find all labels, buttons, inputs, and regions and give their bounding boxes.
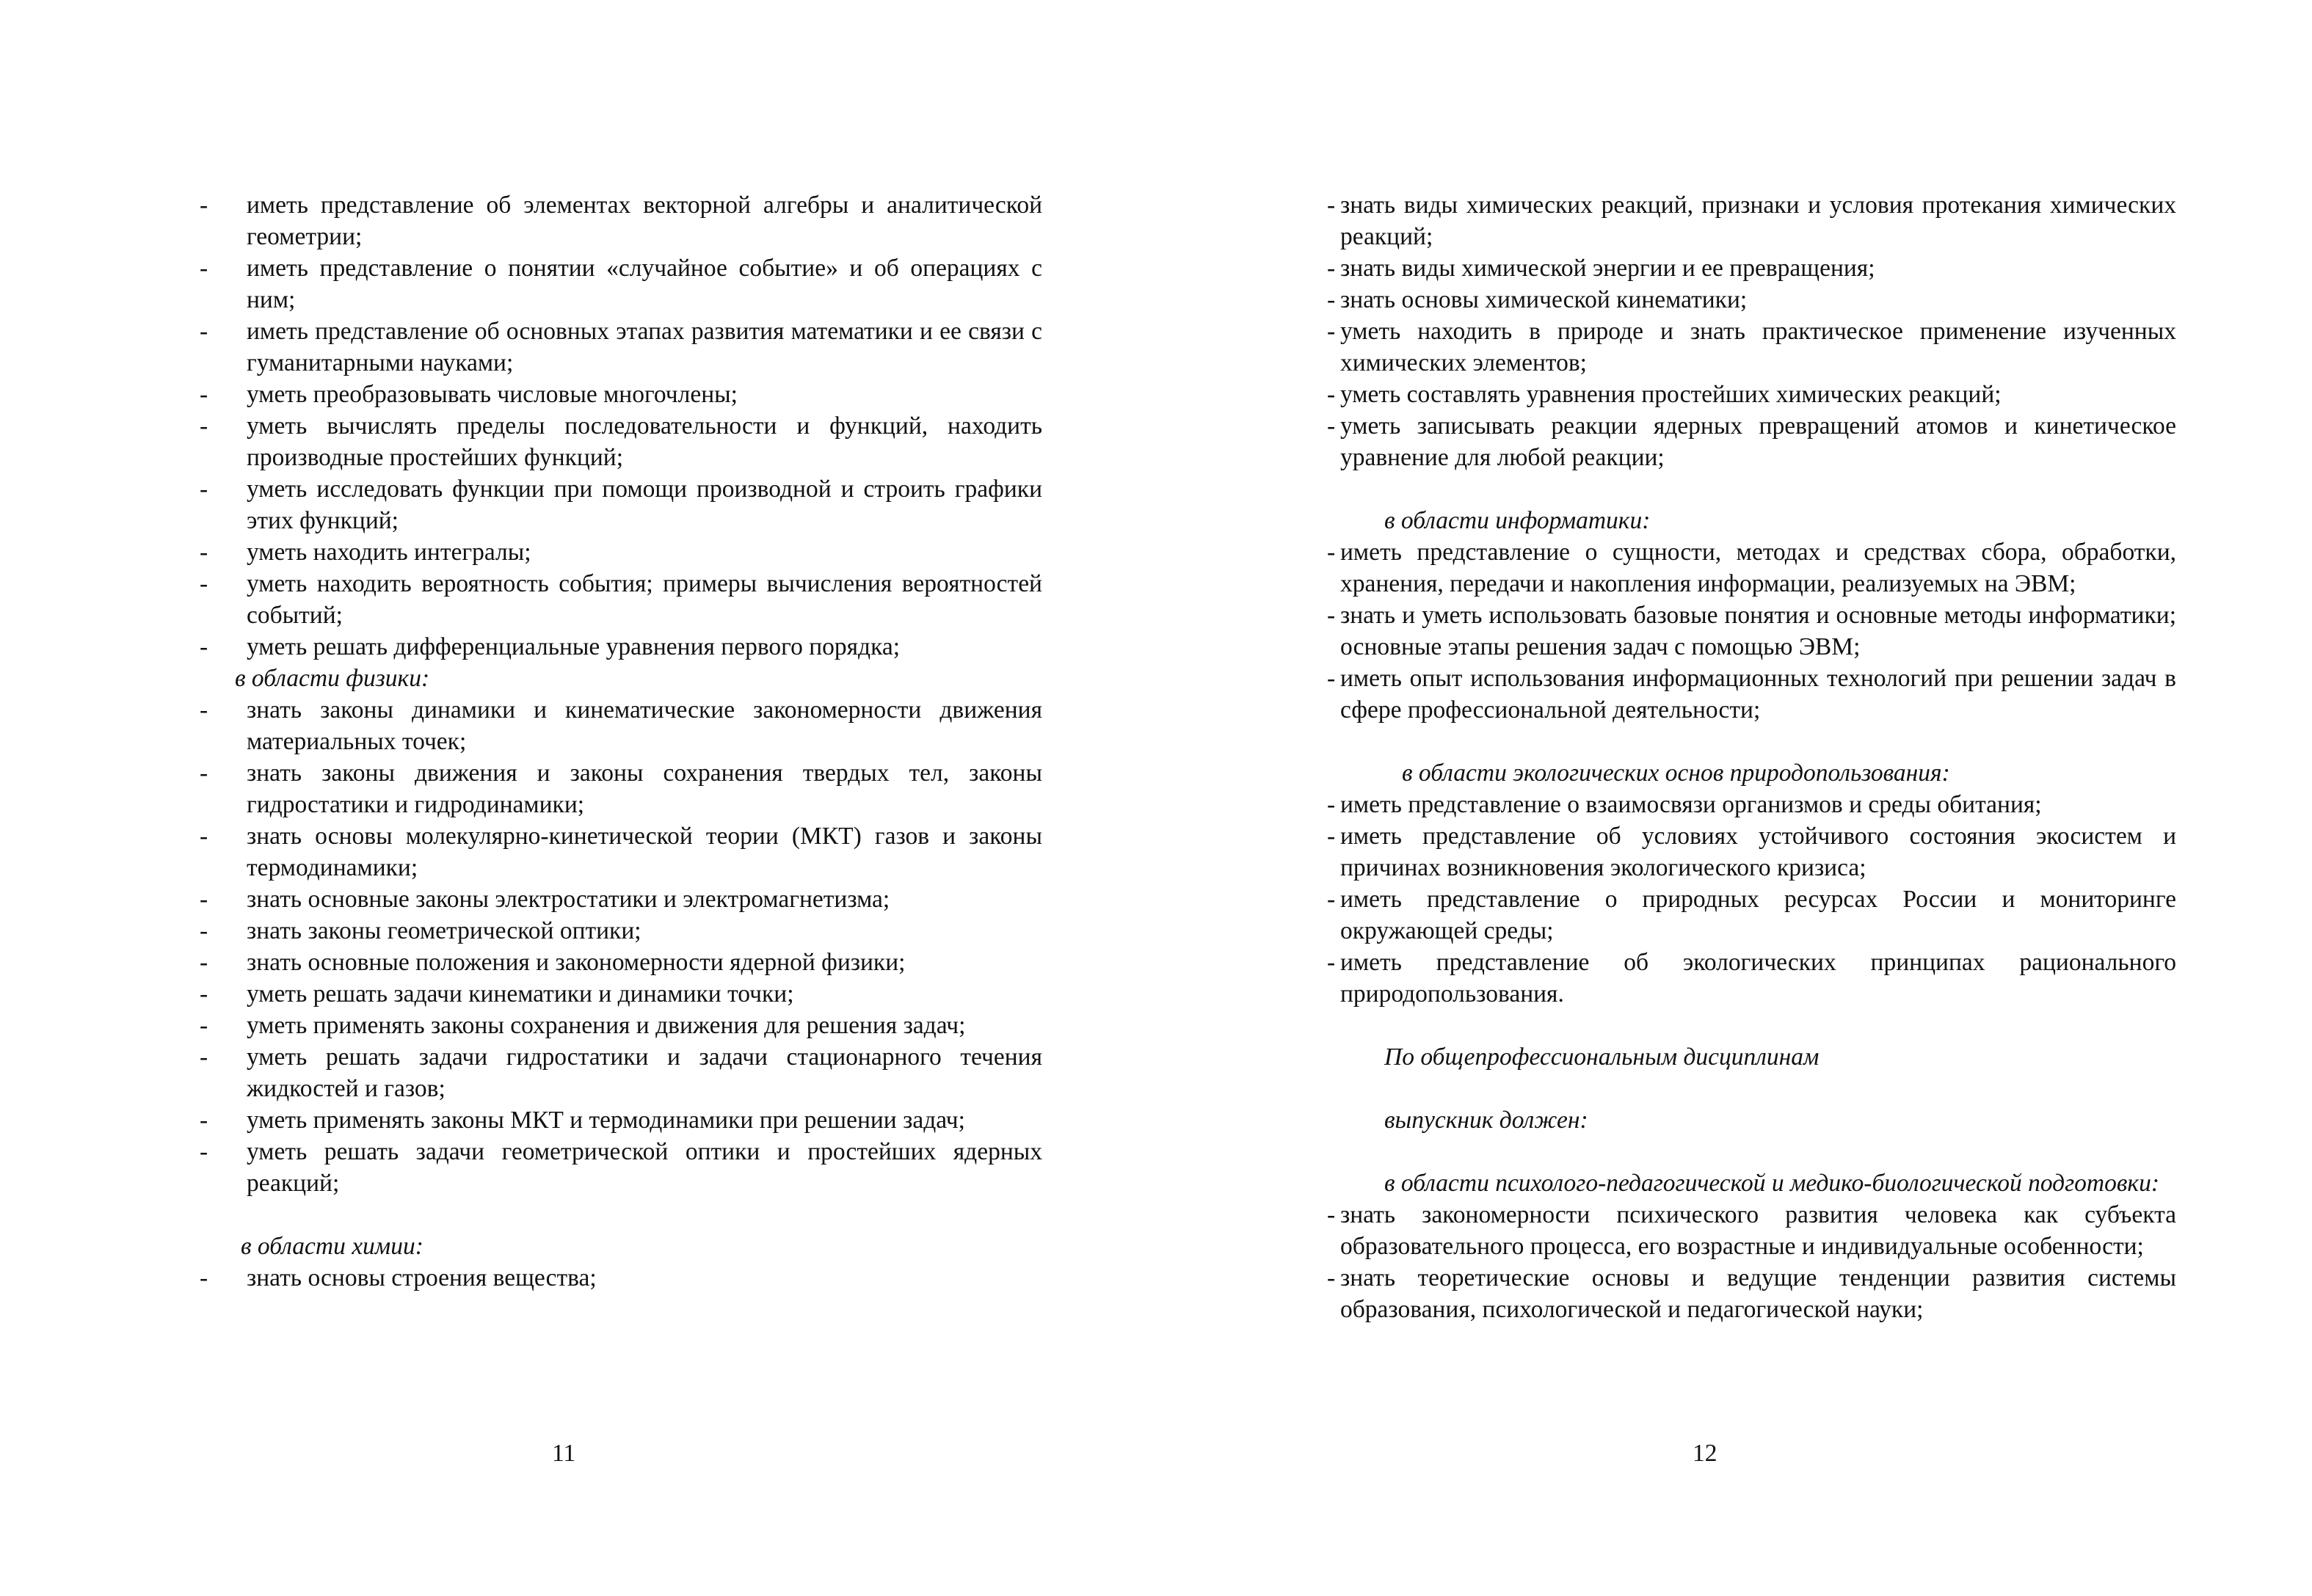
list-item: - уметь находить вероятность события; примеры вычисления вероятностей событий; xyxy=(198,568,1042,631)
list-item: - уметь вычислять пределы последовательности и функций, находить производные простейших функций; xyxy=(198,410,1042,473)
list-item: - уметь преобразовывать числовые многочлены; xyxy=(198,379,1042,410)
list-item: - знать основы химической кинематики; xyxy=(1292,284,2176,316)
math-list xyxy=(198,189,1042,663)
list-item: - уметь решать дифференциальные уравнения первого порядка; xyxy=(198,631,1042,663)
list-item: - уметь записывать реакции ядерных превращений атомов и кинетическое уравнение для любой реакции; xyxy=(1292,410,2176,473)
list-item: - знать основные законы электростатики и электромагнетизма; xyxy=(198,883,1042,915)
list-item: - уметь находить интегралы; xyxy=(198,536,1042,568)
list-item: - знать виды химических реакций, признаки и условия протекания химических реакций; xyxy=(1292,189,2176,252)
section-heading-psych: в области психолого-педагогической и медико-биологической подготовки: xyxy=(1384,1170,2159,1197)
list-item: - иметь представление об элементах векторной алгебры и аналитической геометрии; xyxy=(198,189,1042,252)
list-item: - знать виды химической энергии и ее превращения; xyxy=(1292,252,2176,284)
right-page xyxy=(1292,189,2176,1325)
page-number-left: 11 xyxy=(552,1440,576,1467)
list-item: - уметь применять законы МКТ и термодинамики при решении задач; xyxy=(198,1104,1042,1136)
psych-list xyxy=(1292,1199,2176,1325)
list-item: - уметь решать задачи гидростатики и задачи стационарного течения жидкостей и газов; xyxy=(198,1041,1042,1104)
list-item: - иметь представление о природных ресурсах России и мониторинге окружающей среды; xyxy=(1292,883,2176,947)
section-heading-general: По общепрофессиональным дисциплинам xyxy=(1384,1043,1820,1071)
section-heading-graduate: выпускник должен: xyxy=(1384,1107,1588,1134)
list-item: - уметь решать задачи геометрической оптики и простейших ядерных реакций; xyxy=(198,1136,1042,1199)
list-item: - знать законы геометрической оптики; xyxy=(198,915,1042,947)
left-page xyxy=(198,189,1042,1294)
page-number-right: 12 xyxy=(1693,1440,1717,1467)
list-item: - знать основы молекулярно-кинетической теории (МКТ) газов и законы термодинамики; xyxy=(198,820,1042,883)
section-heading-chemistry: в области химии: xyxy=(241,1233,423,1260)
list-item: - знать теоретические основы и ведущие тенденции развития системы образования, психологической и педагогической науки; xyxy=(1292,1262,2176,1325)
list-item: - иметь представление о взаимосвязи организмов и среды обитания; xyxy=(1292,789,2176,820)
section-heading-informatics: в области информатики: xyxy=(1384,507,1651,534)
list-item: - иметь представление об экологических принципах рационального природопользования. xyxy=(1292,947,2176,1010)
list-item: - уметь составлять уравнения простейших химических реакций; xyxy=(1292,379,2176,410)
list-item: - знать закономерности психического развития человека как субъекта образовательного процесса, его возрастные и индивидуальные особенности; xyxy=(1292,1199,2176,1262)
list-item: - иметь опыт использования информационных технологий при решении задач в сфере профессиональной деятельности; xyxy=(1292,663,2176,726)
chemistry-list-continued xyxy=(1292,189,2176,473)
list-item: - иметь представление о понятии «случайное событие» и об операциях с ним; xyxy=(198,252,1042,316)
list-item: - уметь находить в природе и знать практическое применение изученных химических элементов; xyxy=(1292,316,2176,379)
informatics-list xyxy=(1292,536,2176,726)
list-item: - знать основы строения вещества; xyxy=(198,1262,1042,1294)
list-item: - знать законы движения и законы сохранения твердых тел, законы гидростатики и гидродинамики; xyxy=(198,757,1042,820)
section-heading-ecology: в области экологических основ природопользования: xyxy=(1402,759,1950,787)
ecology-list xyxy=(1292,789,2176,1010)
list-item: - иметь представление об основных этапах развития математики и ее связи с гуманитарными науками; xyxy=(198,316,1042,379)
list-item: - уметь исследовать функции при помощи производной и строить графики этих функций; xyxy=(198,473,1042,536)
list-item: - знать законы динамики и кинематические закономерности движения материальных точек; xyxy=(198,694,1042,757)
chemistry-list xyxy=(198,1262,1042,1294)
list-item: - уметь решать задачи кинематики и динамики точки; xyxy=(198,978,1042,1010)
list-item: - иметь представление об условиях устойчивого состояния экосистем и причинах возникновения экологического кризиса; xyxy=(1292,820,2176,883)
list-item: - знать и уметь использовать базовые понятия и основные методы информатики; основные этапы решения задач с помощью ЭВМ; xyxy=(1292,600,2176,663)
section-heading-physics: в области физики: xyxy=(235,665,430,692)
physics-list xyxy=(198,694,1042,1199)
list-item: - знать основные положения и закономерности ядерной физики; xyxy=(198,947,1042,978)
list-item: - иметь представление о сущности, методах и средствах сбора, обработки, хранения, передачи и накопления информации, реализуемых на ЭВМ; xyxy=(1292,536,2176,600)
list-item: - уметь применять законы сохранения и движения для решения задач; xyxy=(198,1010,1042,1041)
